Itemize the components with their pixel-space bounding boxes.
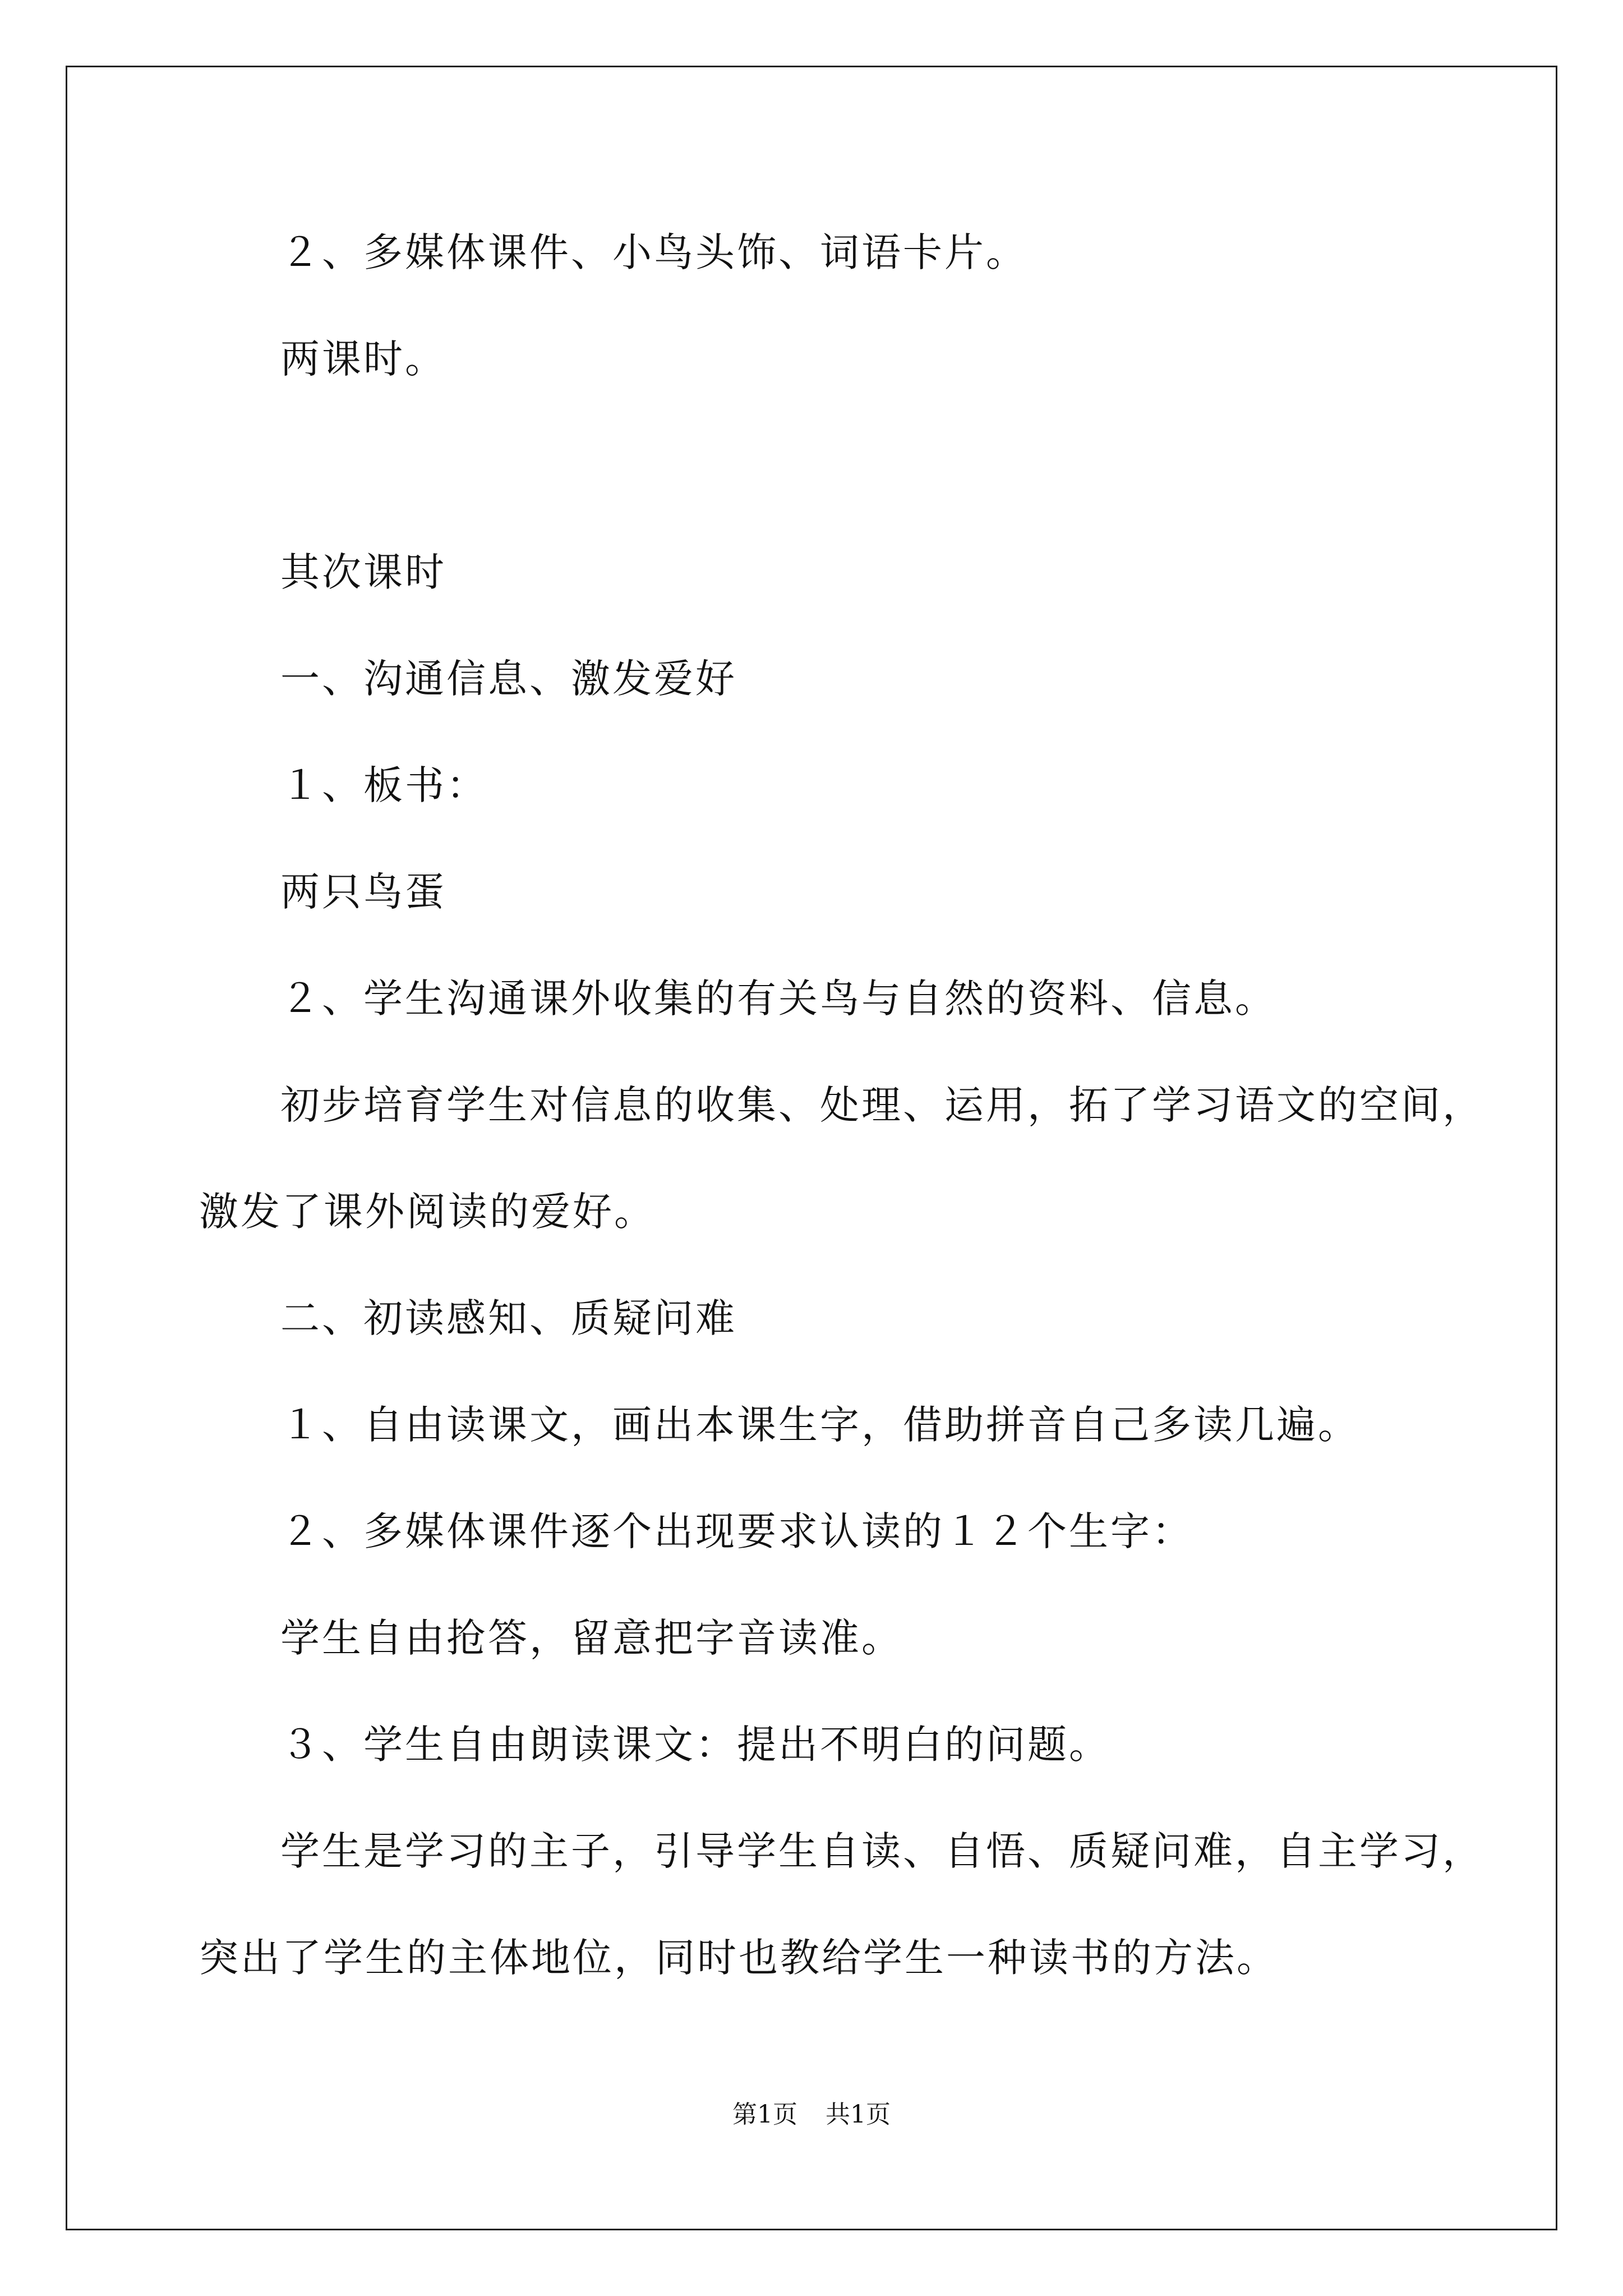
text-line: 学生是学习的主子，引导学生自读、自悟、质疑问难，自主学习， [280, 1828, 1484, 1874]
text-line: 初步培育学生对信息的收集、处理、运用，拓了学习语文的空间， [280, 1082, 1484, 1128]
text-line: 学生自由抢答，留意把字音读准。 [280, 1615, 903, 1661]
text-line: 激发了课外阅读的爱好。 [199, 1189, 656, 1235]
text-line: 两只鸟蛋 [280, 869, 446, 915]
text-line: ２、多媒体课件逐个出现要求认读的１２个生字： [280, 1508, 1193, 1554]
page-border [66, 66, 1557, 2230]
text-line: 其次课时 [280, 549, 446, 595]
text-line: 二、初读感知、质疑问难 [280, 1295, 737, 1341]
page-number: 第1页 [732, 2100, 797, 2129]
text-line: ３、学生自由朗读课文：提出不明白的问题。 [280, 1722, 1110, 1768]
text-line: 突出了学生的主体地位，同时也教给学生一种读书的方法。 [199, 1935, 1278, 1981]
text-line: 一、沟通信息、激发爱好 [280, 656, 737, 702]
text-line: ２、学生沟通课外收集的有关鸟与自然的资料、信息。 [280, 976, 1276, 1022]
text-line: ２、多媒体课件、小鸟头饰、词语卡片。 [280, 229, 1027, 275]
page-footer [0, 2098, 1623, 2132]
text-line: 两课时。 [280, 336, 446, 382]
text-line: １、自由读课文，画出本课生字，借助拼音自己多读几遍。 [280, 1402, 1359, 1448]
page-total: 共1页 [826, 2100, 891, 2129]
text-line: １、板书： [280, 762, 488, 808]
